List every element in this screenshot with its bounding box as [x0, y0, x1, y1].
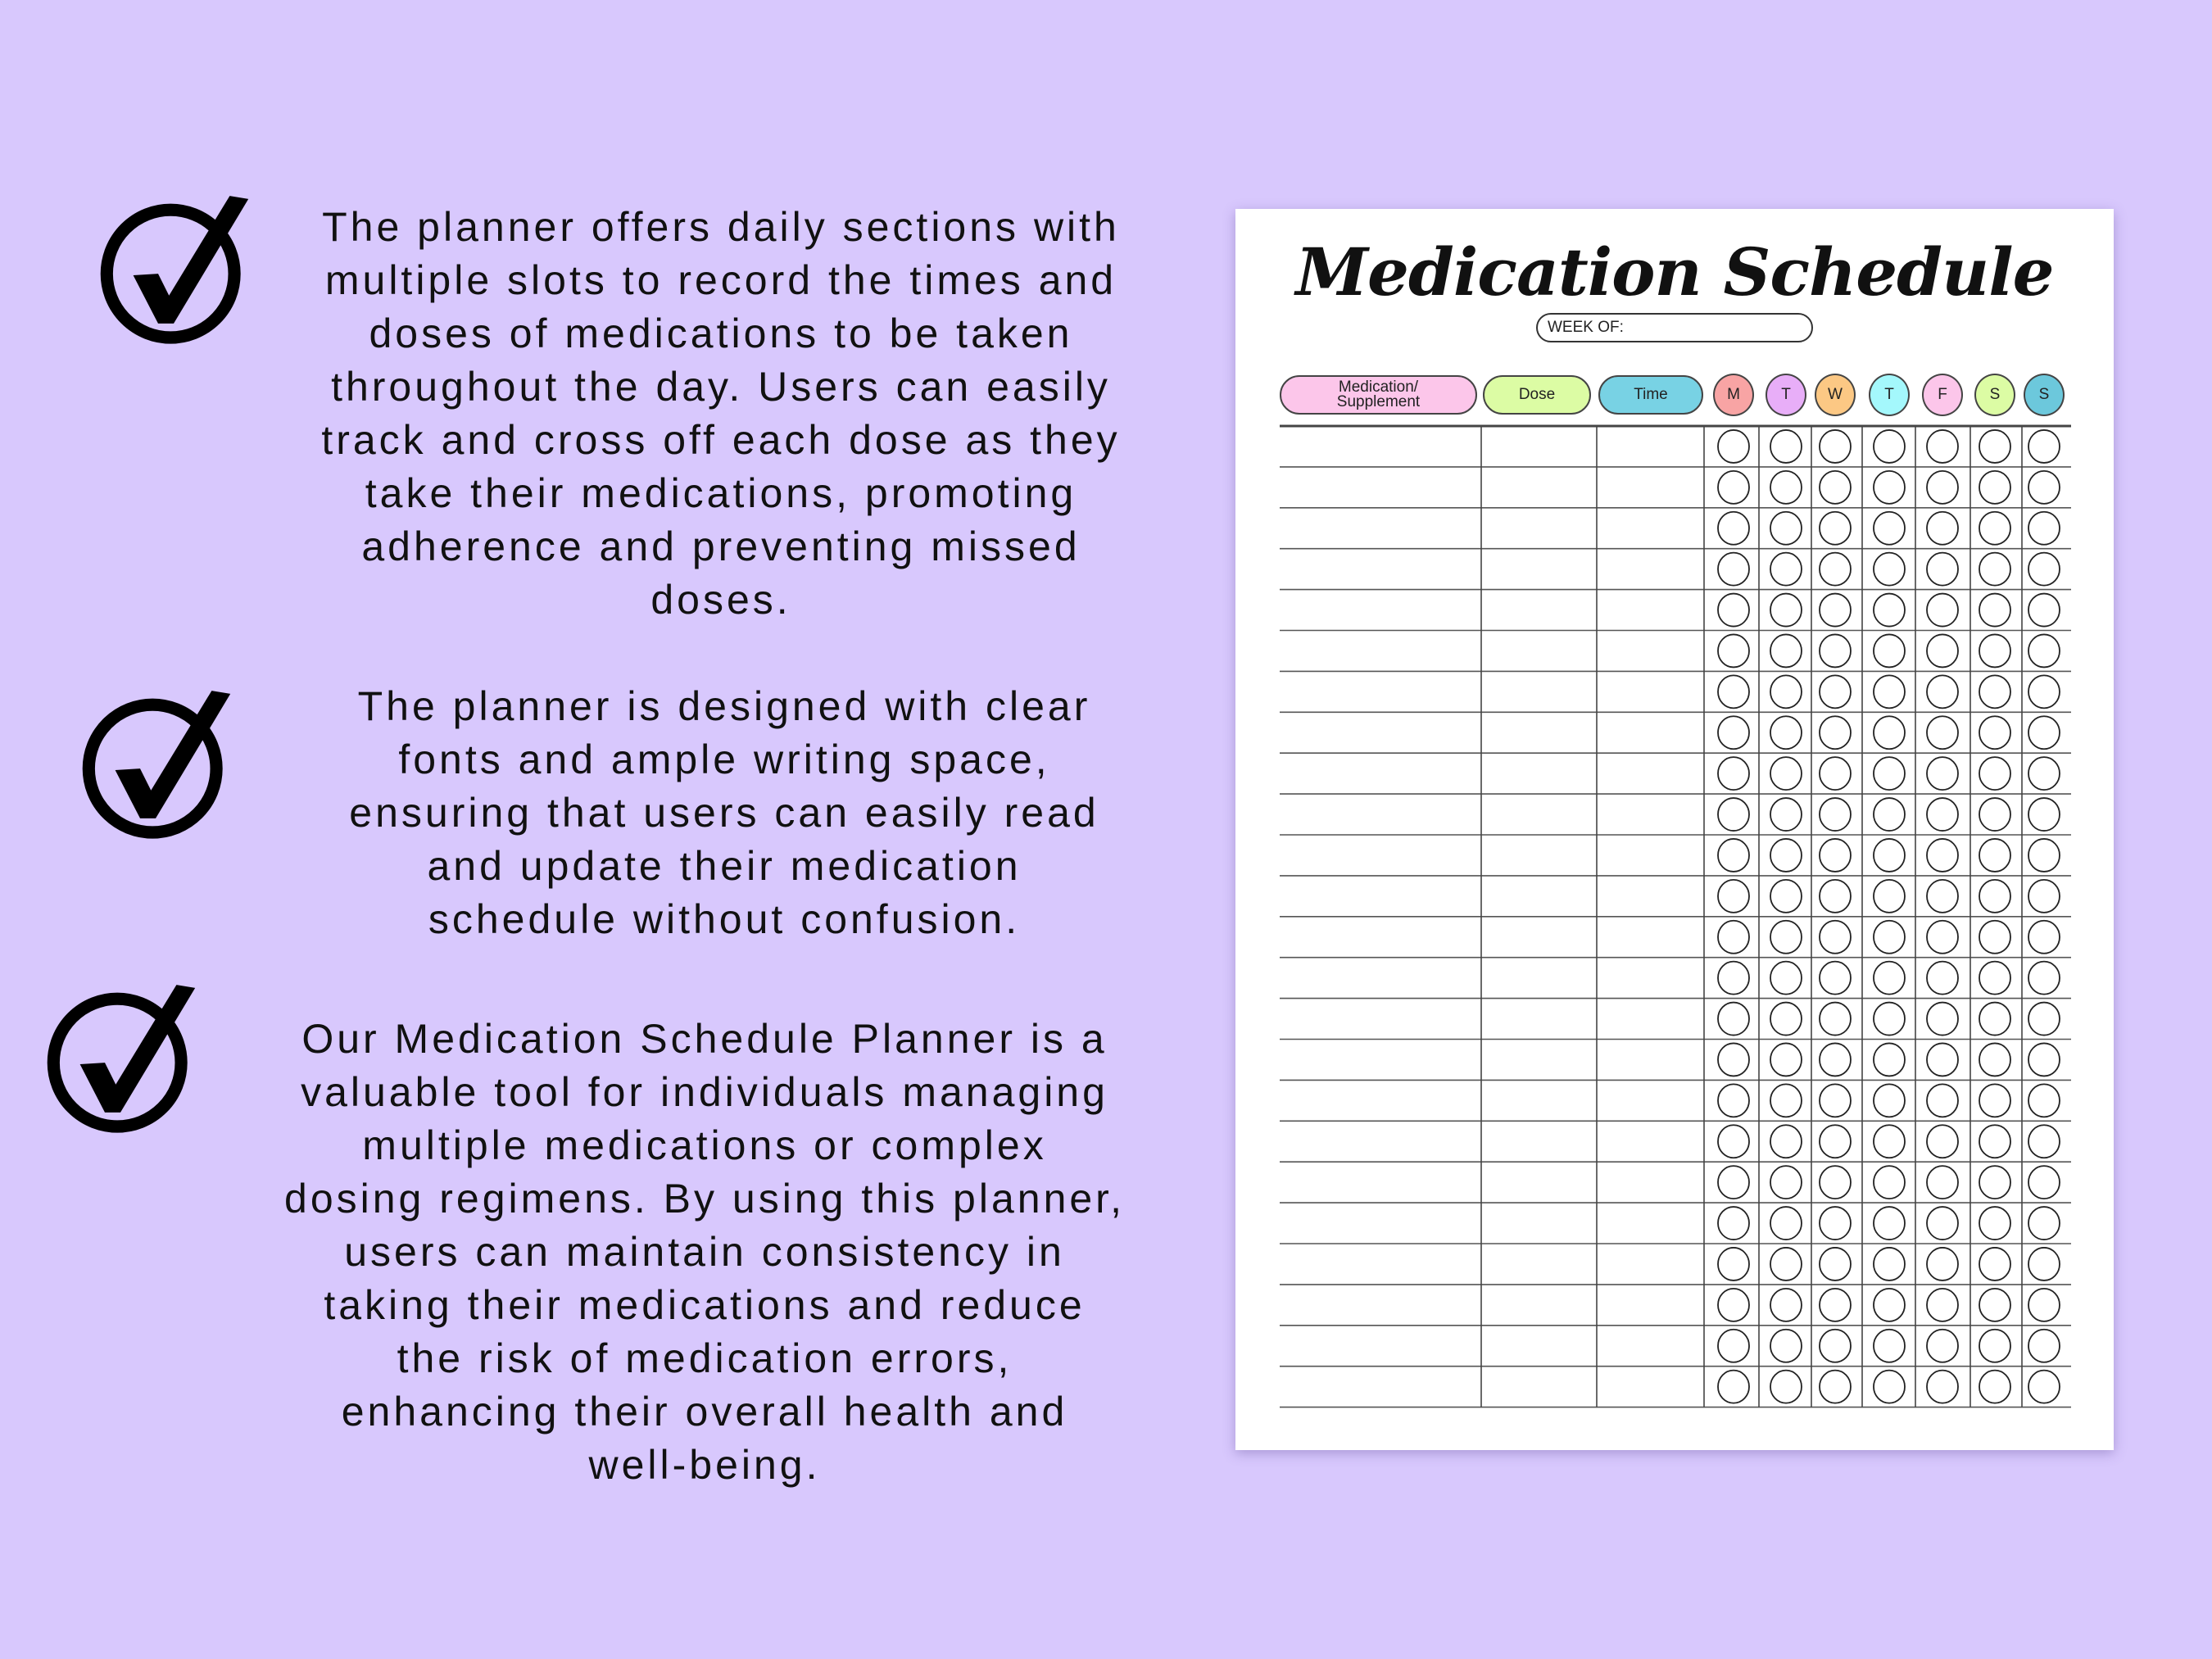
dose-checkbox-circle[interactable]: [1979, 1043, 2010, 1076]
dose-checkbox-circle[interactable]: [1927, 675, 1958, 708]
dose-checkbox-circle[interactable]: [2028, 921, 2060, 954]
dose-checkbox-circle[interactable]: [1820, 1207, 1851, 1240]
feature-text-line: ensuring that users can easily read: [349, 790, 1099, 836]
dose-checkbox-circle[interactable]: [1874, 1043, 1905, 1076]
dose-checkbox-circle[interactable]: [1979, 1330, 2010, 1362]
dose-checkbox-circle[interactable]: [1979, 962, 2010, 995]
dose-checkbox-circle[interactable]: [1718, 757, 1749, 790]
feature-text-line: The planner offers daily sections with: [322, 204, 1120, 250]
dose-checkbox-circle[interactable]: [1927, 839, 1958, 872]
feature-text-line: multiple slots to record the times and: [324, 257, 1117, 303]
dose-checkbox-circle[interactable]: [1718, 1330, 1749, 1362]
dose-checkbox-circle[interactable]: [1718, 553, 1749, 586]
dose-checkbox-circle[interactable]: [1718, 1125, 1749, 1158]
dose-checkbox-circle[interactable]: [1979, 553, 2010, 586]
feature-text-line: dosing regimens. By using this planner,: [284, 1176, 1125, 1222]
dose-checkbox-circle[interactable]: [1979, 1003, 2010, 1036]
dose-checkbox-circle[interactable]: [2028, 839, 2060, 872]
dose-checkbox-circle[interactable]: [2028, 798, 2060, 831]
dose-checkbox-circle[interactable]: [1770, 962, 1802, 995]
feature-text-line: taking their medications and reduce: [324, 1282, 1086, 1328]
dose-checkbox-circle[interactable]: [1927, 880, 1958, 913]
dose-checkbox-circle[interactable]: [1979, 1248, 2010, 1281]
dose-checkbox-circle[interactable]: [1874, 512, 1905, 545]
dose-checkbox-circle[interactable]: [1927, 1248, 1958, 1281]
dose-checkbox-circle[interactable]: [1979, 430, 2010, 463]
dose-checkbox-circle[interactable]: [1979, 512, 2010, 545]
dose-checkbox-circle[interactable]: [1874, 1371, 1905, 1403]
header-day-2: W: [1815, 374, 1856, 416]
feature-text-valuable-tool: [205, 1013, 1204, 1492]
dose-checkbox-circle[interactable]: [1718, 1248, 1749, 1281]
feature-text-line: doses of medications to be taken: [369, 310, 1073, 356]
dose-checkbox-circle[interactable]: [1718, 634, 1749, 667]
dose-checkbox-circle[interactable]: [1820, 1084, 1851, 1117]
dose-checkbox-circle[interactable]: [1874, 675, 1905, 708]
dose-checkbox-circle[interactable]: [1718, 471, 1749, 504]
feature-text-line: well-being.: [588, 1442, 821, 1488]
dose-checkbox-circle[interactable]: [1874, 634, 1905, 667]
dose-checkbox-circle[interactable]: [1820, 430, 1851, 463]
feature-text-line: throughout the day. Users can easily: [331, 364, 1111, 410]
week-of-field[interactable]: WEEK OF:: [1536, 313, 1813, 342]
dose-checkbox-circle[interactable]: [1820, 921, 1851, 954]
dose-checkbox-circle[interactable]: [1718, 594, 1749, 627]
dose-checkbox-circle[interactable]: [1770, 1248, 1802, 1281]
dose-checkbox-circle[interactable]: [2028, 471, 2060, 504]
dose-checkbox-circle[interactable]: [2028, 757, 2060, 790]
dose-checkbox-circle[interactable]: [1979, 675, 2010, 708]
dose-checkbox-circle[interactable]: [1979, 839, 2010, 872]
header-dose: Dose: [1483, 375, 1591, 415]
dose-checkbox-circle[interactable]: [1820, 1003, 1851, 1036]
dose-checkbox-circle[interactable]: [1874, 921, 1905, 954]
dose-checkbox-circle[interactable]: [1927, 430, 1958, 463]
dose-checkbox-circle[interactable]: [1770, 1084, 1802, 1117]
dose-checkbox-circle[interactable]: [1979, 1207, 2010, 1240]
dose-checkbox-circle[interactable]: [1770, 675, 1802, 708]
medication-schedule-sheet: [1235, 209, 2114, 1450]
header-day-0: M: [1713, 374, 1754, 416]
dose-checkbox-circle[interactable]: [1718, 839, 1749, 872]
dose-checkbox-circle[interactable]: [2028, 880, 2060, 913]
dose-checkbox-circle[interactable]: [1927, 594, 1958, 627]
dose-checkbox-circle[interactable]: [1820, 1125, 1851, 1158]
header-day-5: S: [1974, 374, 2015, 416]
header-medication-line1: Medication/: [1338, 378, 1419, 396]
dose-checkbox-circle[interactable]: [1927, 634, 1958, 667]
dose-checkbox-circle[interactable]: [1874, 757, 1905, 790]
dose-checkbox-circle[interactable]: [1770, 1207, 1802, 1240]
dose-checkbox-circle[interactable]: [1927, 1043, 1958, 1076]
dose-checkbox-circle[interactable]: [2028, 1330, 2060, 1362]
header-medication-line2: Supplement: [1336, 393, 1421, 410]
dose-checkbox-circle[interactable]: [1820, 962, 1851, 995]
dose-checkbox-circle[interactable]: [2028, 1371, 2060, 1403]
dose-checkbox-circle[interactable]: [1874, 1207, 1905, 1240]
dose-checkbox-circle[interactable]: [1718, 430, 1749, 463]
header-day-3: T: [1869, 374, 1910, 416]
dose-checkbox-circle[interactable]: [1874, 1166, 1905, 1199]
dose-checkbox-circle[interactable]: [1820, 594, 1851, 627]
dose-checkbox-circle[interactable]: [1820, 1330, 1851, 1362]
sheet-title: Medication Schedule: [1295, 233, 2054, 310]
dose-checkbox-circle[interactable]: [2028, 1043, 2060, 1076]
dose-checkbox-circle[interactable]: [1718, 1084, 1749, 1117]
dose-checkbox-circle[interactable]: [1718, 512, 1749, 545]
dose-checkbox-circle[interactable]: [1927, 757, 1958, 790]
dose-checkbox-circle[interactable]: [1927, 471, 1958, 504]
dose-checkbox-circle[interactable]: [1770, 1371, 1802, 1403]
dose-checkbox-circle[interactable]: [1927, 553, 1958, 586]
dose-checkbox-circle[interactable]: [1820, 757, 1851, 790]
dose-checkbox-circle[interactable]: [2028, 716, 2060, 749]
dose-checkbox-circle[interactable]: [1927, 512, 1958, 545]
dose-checkbox-circle[interactable]: [1770, 757, 1802, 790]
dose-checkbox-circle[interactable]: [1770, 1003, 1802, 1036]
dose-checkbox-circle[interactable]: [1927, 962, 1958, 995]
dose-checkbox-circle[interactable]: [1874, 798, 1905, 831]
dose-checkbox-circle[interactable]: [1770, 880, 1802, 913]
dose-checkbox-circle[interactable]: [1770, 594, 1802, 627]
dose-checkbox-circle[interactable]: [1770, 471, 1802, 504]
dose-checkbox-circle[interactable]: [2028, 512, 2060, 545]
dose-checkbox-circle[interactable]: [1718, 880, 1749, 913]
dose-checkbox-circle[interactable]: [1874, 1289, 1905, 1321]
feature-text-line: users can maintain consistency in: [344, 1229, 1065, 1275]
dose-checkbox-circle[interactable]: [1820, 880, 1851, 913]
dose-checkbox-circle[interactable]: [1979, 1166, 2010, 1199]
dose-checkbox-circle[interactable]: [2028, 1084, 2060, 1117]
dose-checkbox-circle[interactable]: [1718, 962, 1749, 995]
feature-text-line: adherence and preventing missed: [361, 524, 1081, 569]
feature-text-line: valuable tool for individuals managing: [301, 1069, 1108, 1115]
dose-checkbox-circle[interactable]: [1979, 1084, 2010, 1117]
dose-checkbox-circle[interactable]: [1770, 1289, 1802, 1321]
dose-checkbox-circle[interactable]: [1979, 1289, 2010, 1321]
dose-checkbox-circle[interactable]: [1718, 1043, 1749, 1076]
dose-checkbox-circle[interactable]: [1979, 471, 2010, 504]
dose-checkbox-circle[interactable]: [1820, 675, 1851, 708]
dose-checkbox-circle[interactable]: [2028, 634, 2060, 667]
feature-text-line: the risk of medication errors,: [397, 1335, 1013, 1381]
dose-checkbox-circle[interactable]: [1820, 1289, 1851, 1321]
dose-checkbox-circle[interactable]: [1979, 634, 2010, 667]
dose-checkbox-circle[interactable]: [1718, 1003, 1749, 1036]
dose-checkbox-circle[interactable]: [1979, 757, 2010, 790]
dose-checkbox-circle[interactable]: [1770, 512, 1802, 545]
dose-checkbox-circle[interactable]: [1718, 1207, 1749, 1240]
dose-checkbox-circle[interactable]: [1979, 716, 2010, 749]
dose-checkbox-circle[interactable]: [1927, 1125, 1958, 1158]
dose-checkbox-circle[interactable]: [1770, 553, 1802, 586]
dose-checkbox-circle[interactable]: [1874, 716, 1905, 749]
dose-checkbox-circle[interactable]: [1874, 1003, 1905, 1036]
dose-checkbox-circle[interactable]: [1979, 594, 2010, 627]
dose-checkbox-circle[interactable]: [1820, 1043, 1851, 1076]
dose-checkbox-circle[interactable]: [1820, 1166, 1851, 1199]
header-day-4: F: [1922, 374, 1963, 416]
feature-text-line: enhancing their overall health and: [341, 1389, 1068, 1435]
dose-checkbox-circle[interactable]: [1979, 921, 2010, 954]
dose-checkbox-circle[interactable]: [1927, 1330, 1958, 1362]
dose-checkbox-circle[interactable]: [2028, 675, 2060, 708]
feature-text-line: doses.: [650, 577, 791, 623]
dose-checkbox-circle[interactable]: [1770, 1043, 1802, 1076]
dose-checkbox-circle[interactable]: [2028, 962, 2060, 995]
dose-checkbox-circle[interactable]: [1718, 716, 1749, 749]
checkmark-icon: [96, 188, 252, 347]
header-medication: [1280, 375, 1477, 415]
header-time: Time: [1598, 375, 1703, 415]
dose-checkbox-circle[interactable]: [1770, 798, 1802, 831]
dose-checkbox-circle[interactable]: [1927, 716, 1958, 749]
dose-checkbox-circle[interactable]: [1718, 1166, 1749, 1199]
dose-checkbox-circle[interactable]: [1927, 921, 1958, 954]
dose-checkbox-circle[interactable]: [2028, 1125, 2060, 1158]
dose-checkbox-circle[interactable]: [1927, 1084, 1958, 1117]
dose-checkbox-circle[interactable]: [1927, 1371, 1958, 1403]
dose-checkbox-circle[interactable]: [1820, 512, 1851, 545]
dose-checkbox-circle[interactable]: [1718, 1289, 1749, 1321]
dose-checkbox-circle[interactable]: [1874, 839, 1905, 872]
dose-checkbox-circle[interactable]: [1874, 1084, 1905, 1117]
dose-checkbox-circle[interactable]: [1770, 921, 1802, 954]
dose-checkbox-circle[interactable]: [2028, 1289, 2060, 1321]
dose-checkbox-circle[interactable]: [1979, 1371, 2010, 1403]
dose-checkbox-circle[interactable]: [1927, 798, 1958, 831]
checkmark-icon: [78, 682, 233, 842]
header-day-6: S: [2024, 374, 2065, 416]
dose-checkbox-circle[interactable]: [2028, 594, 2060, 627]
dose-checkbox-circle[interactable]: [1718, 675, 1749, 708]
dose-checkbox-circle[interactable]: [1770, 1125, 1802, 1158]
dose-checkbox-circle[interactable]: [1770, 716, 1802, 749]
checkmark-icon: [43, 977, 198, 1136]
dose-checkbox-circle[interactable]: [1770, 1166, 1802, 1199]
feature-text-line: track and cross off each dose as they: [321, 417, 1121, 463]
feature-text-daily-sections: [238, 201, 1204, 627]
dose-checkbox-circle[interactable]: [1770, 1330, 1802, 1362]
dose-checkbox-circle[interactable]: [1874, 430, 1905, 463]
dose-checkbox-circle[interactable]: [1820, 1248, 1851, 1281]
feature-text-line: The planner is designed with clear: [357, 683, 1091, 729]
feature-text-line: fonts and ample writing space,: [398, 737, 1050, 782]
dose-checkbox-circle[interactable]: [1820, 553, 1851, 586]
dose-checkbox-circle[interactable]: [1979, 880, 2010, 913]
dose-checkbox-circle[interactable]: [1927, 1289, 1958, 1321]
dose-checkbox-circle[interactable]: [1874, 471, 1905, 504]
dose-checkbox-circle[interactable]: [1820, 798, 1851, 831]
dose-checkbox-circle[interactable]: [1979, 1125, 2010, 1158]
feature-text-line: and update their medication: [427, 843, 1022, 889]
dose-checkbox-circle[interactable]: [2028, 430, 2060, 463]
dose-checkbox-circle[interactable]: [2028, 553, 2060, 586]
dose-checkbox-circle[interactable]: [1820, 716, 1851, 749]
dose-checkbox-circle[interactable]: [1820, 471, 1851, 504]
dose-checkbox-circle[interactable]: [1770, 839, 1802, 872]
dose-checkbox-circle[interactable]: [1770, 430, 1802, 463]
dose-checkbox-circle[interactable]: [1874, 880, 1905, 913]
dose-checkbox-circle[interactable]: [1874, 594, 1905, 627]
dose-checkbox-circle[interactable]: [2028, 1166, 2060, 1199]
dose-checkbox-circle[interactable]: [1927, 1207, 1958, 1240]
dose-checkbox-circle[interactable]: [1979, 798, 2010, 831]
dose-checkbox-circle[interactable]: [1874, 1125, 1905, 1158]
dose-checkbox-circle[interactable]: [1820, 839, 1851, 872]
dose-checkbox-circle[interactable]: [1874, 553, 1905, 586]
dose-checkbox-circle[interactable]: [1927, 1166, 1958, 1199]
dose-checkbox-circle[interactable]: [1718, 921, 1749, 954]
feature-text-line: schedule without confusion.: [428, 896, 1021, 942]
feature-text-line: Our Medication Schedule Planner is a: [301, 1016, 1108, 1062]
dose-checkbox-circle[interactable]: [1820, 1371, 1851, 1403]
feature-text-line: take their medications, promoting: [365, 470, 1077, 516]
dose-checkbox-circle[interactable]: [1718, 798, 1749, 831]
dose-checkbox-circle[interactable]: [1820, 634, 1851, 667]
feature-text-line: multiple medications or complex: [362, 1122, 1047, 1168]
dose-checkbox-circle[interactable]: [2028, 1003, 2060, 1036]
dose-checkbox-circle[interactable]: [1927, 1003, 1958, 1036]
dose-checkbox-circle[interactable]: [2028, 1248, 2060, 1281]
header-day-1: T: [1766, 374, 1806, 416]
dose-checkbox-circle[interactable]: [1718, 1371, 1749, 1403]
dose-checkbox-circle[interactable]: [1874, 1248, 1905, 1281]
dose-checkbox-circle[interactable]: [1874, 1330, 1905, 1362]
dose-checkbox-circle[interactable]: [2028, 1207, 2060, 1240]
feature-text-clear-fonts: [241, 680, 1208, 946]
dose-checkbox-circle[interactable]: [1770, 634, 1802, 667]
dose-checkbox-circle[interactable]: [1874, 962, 1905, 995]
